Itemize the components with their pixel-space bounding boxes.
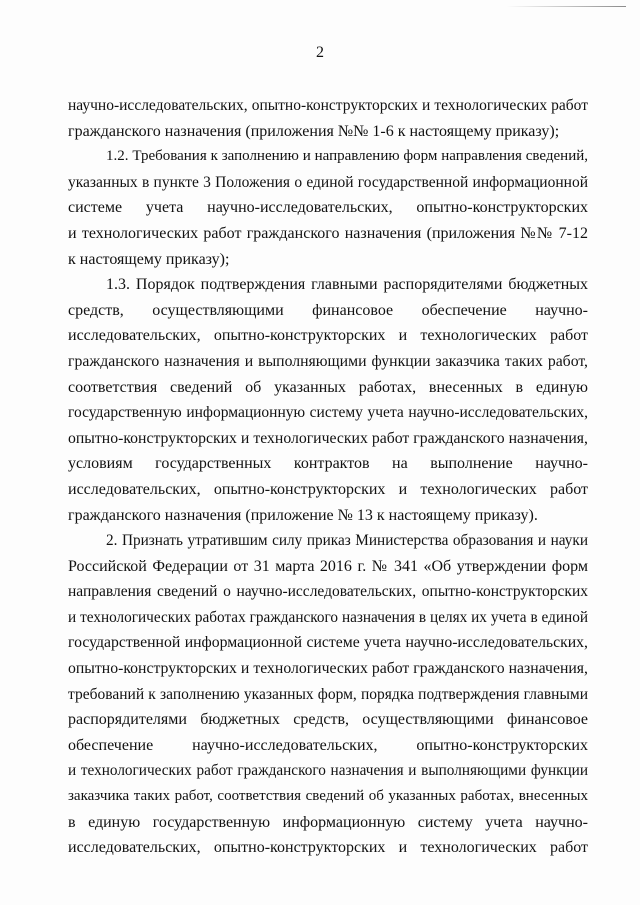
text-line: распорядителями бюджетных средств, осуществляющими финансовое: [68, 711, 588, 729]
text-line: заказчика таких работ, соответствия сведений об указанных работах, внесенных: [68, 788, 588, 805]
text-line: научно-исследовательских, опытно-конструкторских и технологических работ: [68, 97, 588, 114]
text-line: к настоящему приказу);: [68, 250, 230, 268]
text-line: средств, осуществляющими финансовое обеспечение научно-: [68, 301, 588, 319]
text-line: 1.3. Порядок подтверждения главными распорядителями бюджетных: [106, 276, 588, 294]
text-line: гражданского назначения (приложение № 13 к настоящему приказу).: [68, 506, 538, 524]
text-line: системе учета научно-исследовательских, опытно-конструкторских: [68, 199, 588, 217]
text-line: в единую государственную информационную систему учета научно-: [68, 813, 588, 831]
text-line: исследовательских, опытно-конструкторских и технологических работ: [68, 839, 588, 857]
text-line: указанных в пункте 3 Положения о единой государственной информационной: [68, 173, 588, 191]
text-line: обеспечение научно-исследовательских, опытно-конструкторских: [68, 736, 588, 754]
text-line: гражданского назначения (приложения №№ 1-6 к настоящему приказу);: [68, 122, 560, 140]
text-line: исследовательских, опытно-конструкторских и технологических работ: [68, 480, 588, 498]
text-line: и технологических работ гражданского назначения (приложения №№ 7-12: [68, 224, 588, 242]
text-line: и технологических работах гражданского назначения в целях их учета в единой: [68, 608, 588, 626]
text-line: соответствия сведений об указанных работах, внесенных в единую: [68, 378, 588, 396]
text-line: условиям государственных контрактов на выполнение научно-: [68, 455, 588, 473]
scan-edge-mark: [506, 6, 626, 7]
text-line: 1.2. Требования к заполнению и направлению форм направления сведений,: [106, 148, 588, 165]
text-line: требований к заполнению указанных форм, порядка подтверждения главными: [68, 685, 588, 703]
text-line: гражданского назначения и выполняющими функции заказчика таких работ,: [68, 352, 588, 370]
text-line: направления сведений о научно-исследовательских, опытно-конструкторских: [68, 583, 588, 601]
document-body: [68, 93, 588, 861]
text-line: государственную информационную систему учета научно-исследовательских,: [68, 404, 588, 422]
text-line: опытно-конструкторских и технологических работ гражданского назначения,: [68, 429, 588, 447]
text-line: государственной информационной системе учета научно-исследовательских,: [68, 634, 588, 652]
text-line: Российской Федерации от 31 марта 2016 г. № 341 «Об утверждении форм: [68, 557, 588, 575]
text-line: и технологических работ гражданского назначения и выполняющими функции: [68, 762, 588, 780]
text-line: 2. Признать утратившим силу приказ Министерства образования и науки: [106, 532, 588, 550]
page-number: 2: [316, 44, 324, 61]
text-line: опытно-конструкторских и технологических работ гражданского назначения,: [68, 660, 588, 678]
text-line: исследовательских, опытно-конструкторских и технологических работ: [68, 327, 588, 345]
